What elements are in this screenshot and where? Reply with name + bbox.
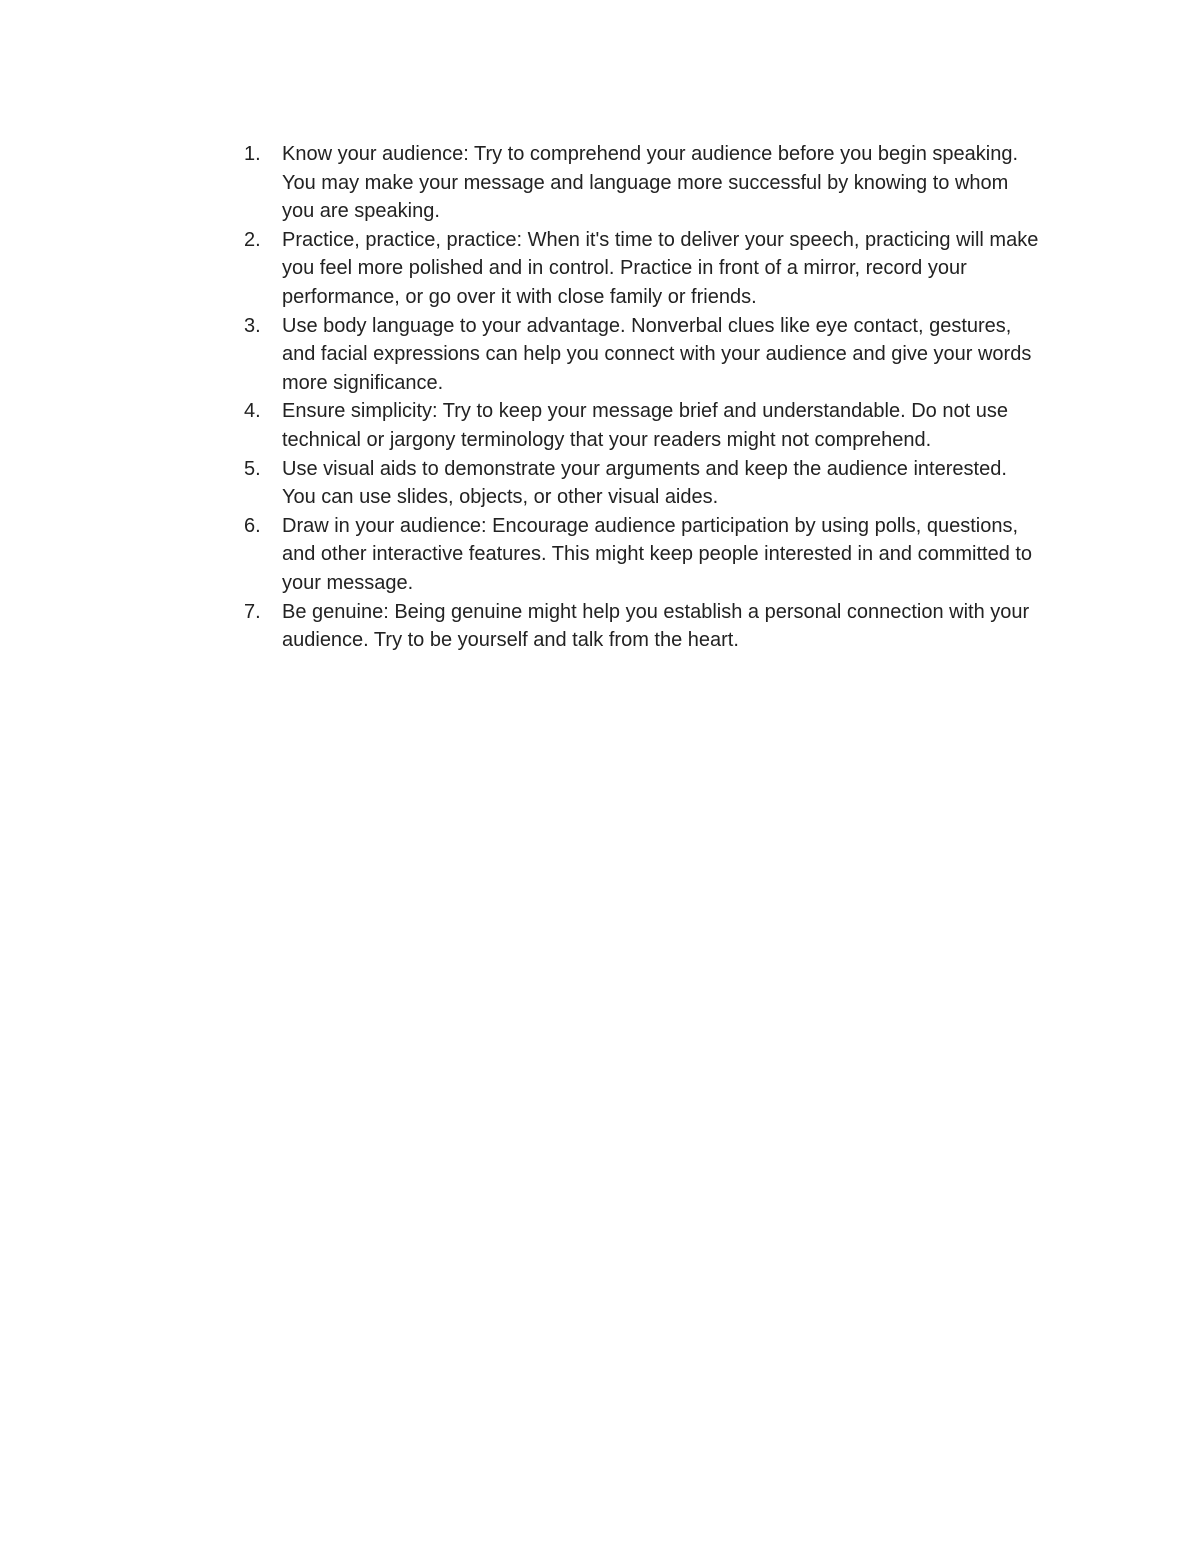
list-item-number: 7. [244,600,261,623]
list-item [244,598,1064,655]
list-item-number: 5. [244,457,261,480]
list-item-text: Ensure simplicity: Try to keep your message brief and understandable. Do not use technical or jargony terminology that your readers might not comprehend. [282,400,1008,451]
list-item-number: 3. [244,314,261,337]
list-item-number: 2. [244,228,261,251]
list-item-text: Use visual aids to demonstrate your arguments and keep the audience interested. You can use slides, objects, or other visual aides. [282,457,1007,509]
list-item [244,226,1064,312]
list-item [244,455,1064,512]
list-item-number: 4. [244,400,261,423]
list-item [244,312,1064,398]
numbered-tips-list [244,140,1064,655]
list-item [244,512,1064,598]
list-item [244,397,1064,454]
list-item-text: Practice, practice, practice: When it's time to deliver your speech, practicing will make you feel more polished and in control. Practice in front of a mirror, record your performance, or go over it with close family or friends. [282,228,1039,308]
list-item-number: 1. [244,143,261,165]
list-item-text: Use body language to your advantage. Nonverbal clues like eye contact, gestures, and facial expressions can help you connect with your audience and give your words more significance. [282,314,1032,394]
list-item-text: Know your audience: Try to comprehend your audience before you begin speaking. You may make your message and language more successful by knowing to whom you are speaking. [282,143,1019,223]
list-item-number: 6. [244,514,261,537]
list-item-text: Be genuine: Being genuine might help you establish a personal connection with your audience. Try to be yourself and talk from the heart. [282,600,1030,652]
list-item-text: Draw in your audience: Encourage audience participation by using polls, questions, and other interactive features. This might keep people interested in and committed to your message. [282,514,1033,594]
list-item [244,140,1064,226]
